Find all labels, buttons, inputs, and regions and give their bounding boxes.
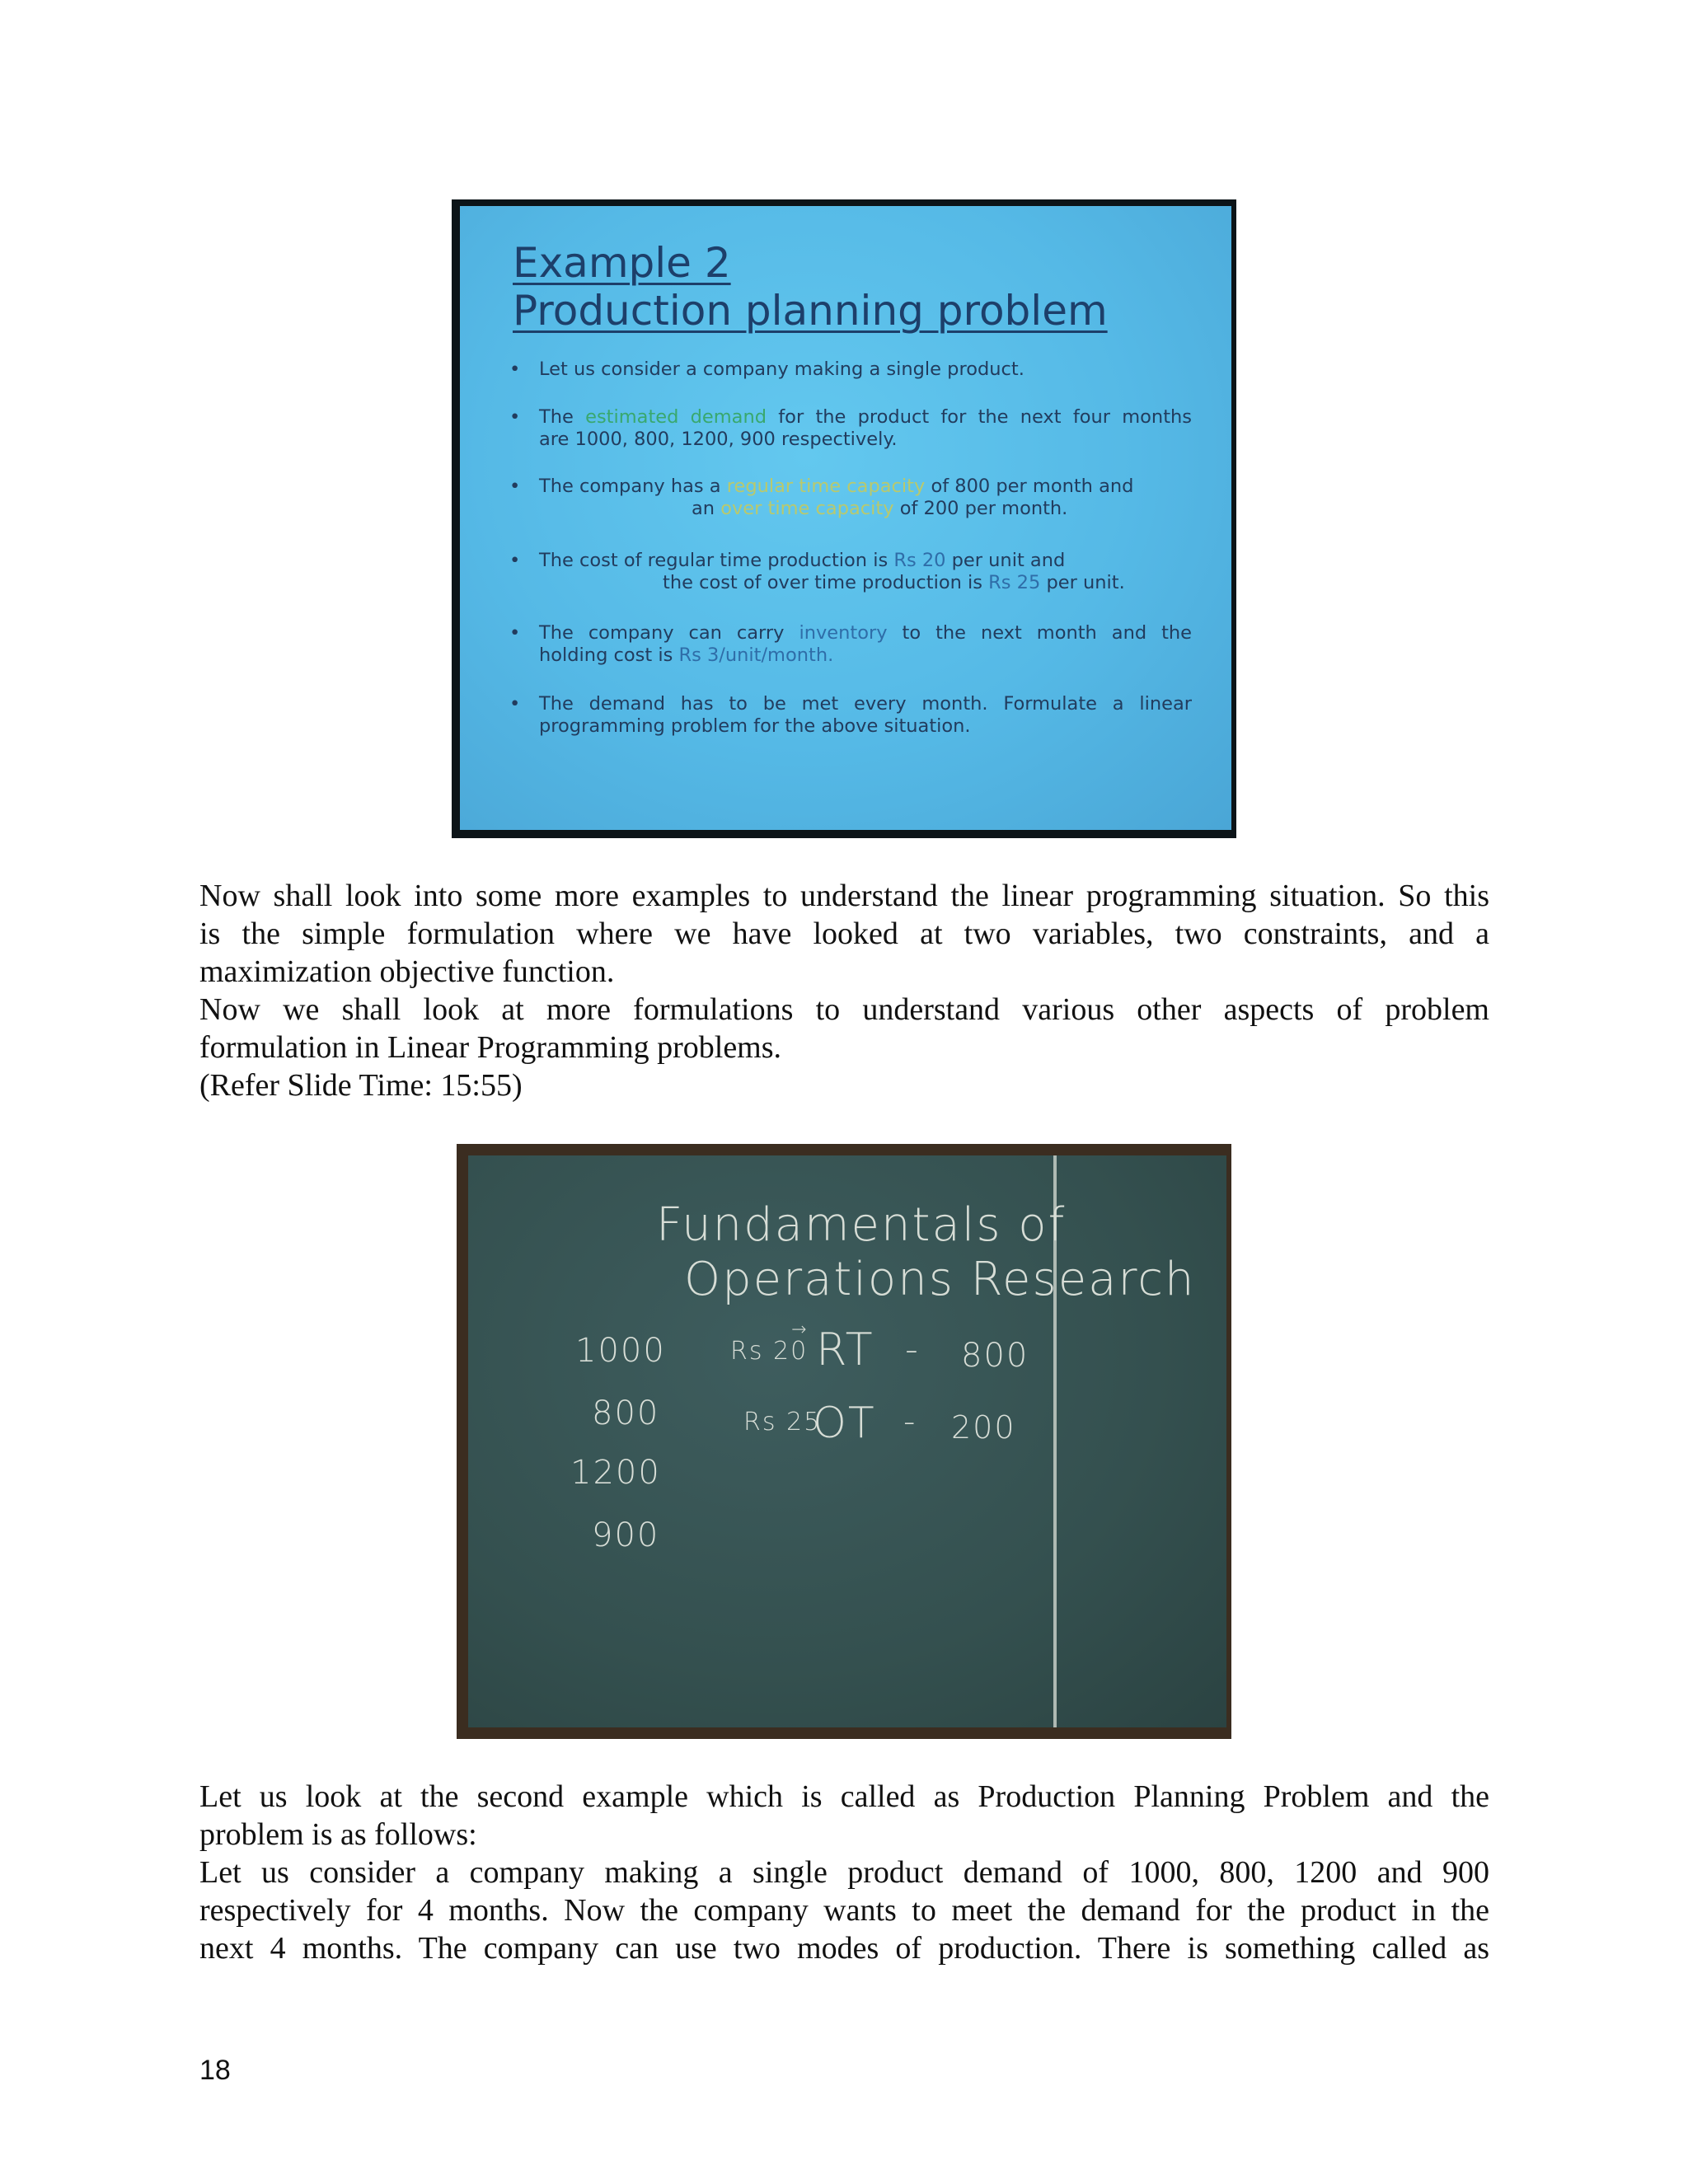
bullet-icon: • — [509, 359, 521, 380]
bullet-icon: • — [509, 693, 521, 715]
slide-screen — [460, 206, 1231, 830]
paragraph-line: respectively for 4 months. Now the company wants to meet the demand for the product in the — [199, 1893, 1489, 1928]
paragraph-line: formulation in Linear Programming problems. — [199, 1030, 782, 1065]
bullet-icon: • — [509, 622, 521, 644]
bullet-text: Let us consider a company making a single product. — [539, 359, 1025, 380]
board-title-line2: Operations Research — [684, 1253, 1196, 1306]
bullet-line: The company has a regular time capacity of 800 per month and — [539, 476, 1134, 497]
paragraph-line: next 4 months. The company can use two modes of production. There is something called as — [199, 1931, 1489, 1966]
bullet-icon: • — [509, 406, 521, 428]
paragraph-line: Let us consider a company making a single product demand of 1000, 800, 1200 and 900 — [199, 1855, 1489, 1890]
demand-month-1: 1000 — [575, 1332, 666, 1370]
paragraph-line: Now shall look into some more examples to understand the linear programming situation. So this — [199, 879, 1489, 913]
paragraph-line: problem is as follows: — [199, 1817, 477, 1852]
highlight-regular-time-capacity: regular time capacity — [726, 476, 926, 497]
ot-cost: Rs 25 — [743, 1408, 822, 1436]
board-title-line1: Fundamentals of — [656, 1198, 1067, 1252]
slide-image-example2 — [452, 199, 1236, 838]
slide-title-line2: Production planning problem — [513, 287, 1108, 335]
bullet-line: The cost of regular time production is Rs 20 per unit and — [539, 550, 1066, 571]
paragraph-line: Now we shall look at more formulations to understand various other aspects of problem — [199, 992, 1489, 1027]
paragraph-line: maximization objective function. — [199, 954, 615, 989]
rt-label: RT — [816, 1324, 874, 1376]
arrow-icon: → — [791, 1319, 809, 1340]
highlight-over-time-capacity: over time capacity — [720, 498, 894, 519]
bullet-line: the cost of over time production is Rs 25 per unit. — [663, 572, 1125, 593]
slide-title-line1: Example 2 — [513, 239, 731, 287]
highlight-estimated-demand: estimated demand — [585, 406, 767, 428]
bullet-line: The demand has to be met every month. Formulate a linear — [539, 693, 1192, 715]
rt-dash: - — [905, 1329, 920, 1371]
ot-label: OT — [813, 1399, 876, 1448]
rt-cost: Rs 20 — [730, 1337, 809, 1366]
slide-title — [513, 239, 1108, 335]
slide-time-reference: (Refer Slide Time: 15:55) — [199, 1068, 523, 1103]
ot-capacity: 200 — [951, 1409, 1016, 1446]
bullet-line: holding cost is Rs 3/unit/month. — [539, 644, 834, 666]
bullet-line: The estimated demand for the product for the next four months — [539, 406, 1192, 428]
page-number: 18 — [199, 2055, 231, 2086]
bullet-line: are 1000, 800, 1200, 900 respectively. — [539, 429, 898, 450]
demand-month-4: 900 — [592, 1516, 660, 1554]
blackboard-surface — [468, 1155, 1226, 1727]
bullet-icon: • — [509, 550, 521, 571]
blackboard-image — [457, 1144, 1231, 1739]
ot-dash: - — [903, 1403, 917, 1441]
demand-month-3: 1200 — [570, 1454, 661, 1492]
bullet-line: The company can carry inventory to the next month and the — [539, 622, 1193, 644]
bullet-line: programming problem for the above situation. — [539, 715, 971, 737]
paragraph-1 — [199, 877, 1489, 1104]
demand-month-2: 800 — [592, 1394, 660, 1432]
bullet-line: an over time capacity of 200 per month. — [692, 498, 1068, 519]
paragraph-line: is the simple formulation where we have looked at two variables, two constraints, and a — [199, 916, 1489, 951]
paragraph-2 — [199, 1778, 1489, 1967]
paragraph-line: Let us look at the second example which is called as Production Planning Problem and the — [199, 1779, 1489, 1814]
bullet-icon: • — [509, 476, 521, 497]
rt-capacity: 800 — [961, 1337, 1029, 1375]
